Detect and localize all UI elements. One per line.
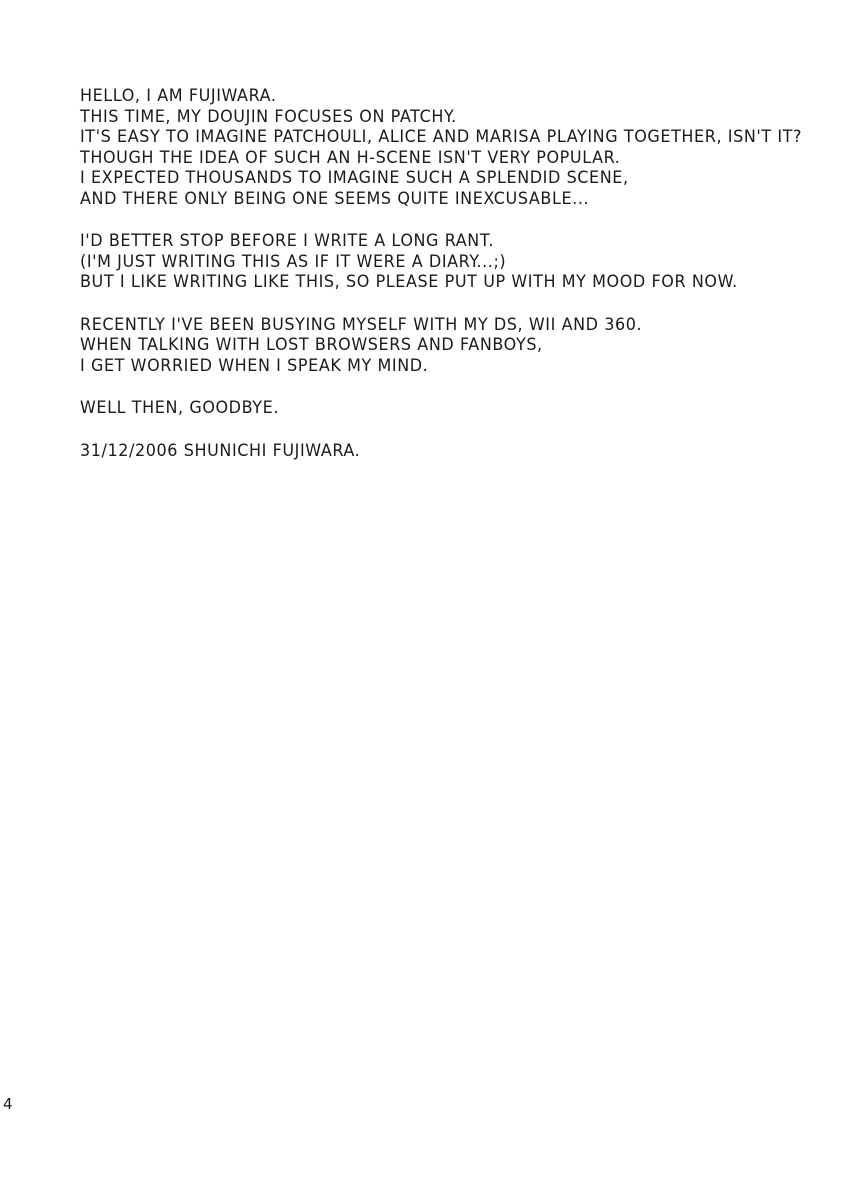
afterword-line: IT'S EASY TO IMAGINE PATCHOULI, ALICE AND MARISA PLAYING TOGETHER, ISN'T IT? bbox=[80, 127, 803, 146]
afterword-paragraph bbox=[80, 231, 800, 293]
page-number: 4 bbox=[3, 1095, 13, 1113]
afterword-line: THIS TIME, MY DOUJIN FOCUSES ON PATCHY. bbox=[80, 106, 457, 126]
afterword-paragraph bbox=[80, 86, 803, 209]
afterword-line: I'D BETTER STOP BEFORE I WRITE A LONG RANT. bbox=[80, 231, 494, 250]
afterword-paragraph bbox=[80, 315, 800, 377]
afterword-line: I EXPECTED THOUSANDS TO IMAGINE SUCH A SPLENDID SCENE, bbox=[80, 168, 629, 187]
afterword-text-block bbox=[80, 86, 803, 461]
afterword-line: I GET WORRIED WHEN I SPEAK MY MIND. bbox=[80, 355, 429, 375]
afterword-line: (I'M JUST WRITING THIS AS IF IT WERE A DIARY...;) bbox=[80, 251, 507, 271]
afterword-line: WHEN TALKING WITH LOST BROWSERS AND FANBOYS, bbox=[80, 335, 543, 354]
afterword-line: 31/12/2006 SHUNICHI FUJIWARA. bbox=[80, 440, 361, 460]
afterword-paragraph bbox=[80, 398, 800, 419]
afterword-line: AND THERE ONLY BEING ONE SEEMS QUITE INEXCUSABLE... bbox=[80, 188, 590, 208]
afterword-line: THOUGH THE IDEA OF SUCH AN H-SCENE ISN'T VERY POPULAR. bbox=[80, 147, 621, 167]
afterword-line: HELLO, I AM FUJIWARA. bbox=[80, 86, 277, 105]
afterword-line: BUT I LIKE WRITING LIKE THIS, SO PLEASE PUT UP WITH MY MOOD FOR NOW. bbox=[80, 272, 738, 291]
afterword-line: RECENTLY I'VE BEEN BUSYING MYSELF WITH MY DS, WII AND 360. bbox=[80, 314, 643, 334]
afterword-signature bbox=[80, 441, 800, 462]
afterword-line: WELL THEN, GOODBYE. bbox=[80, 398, 280, 417]
